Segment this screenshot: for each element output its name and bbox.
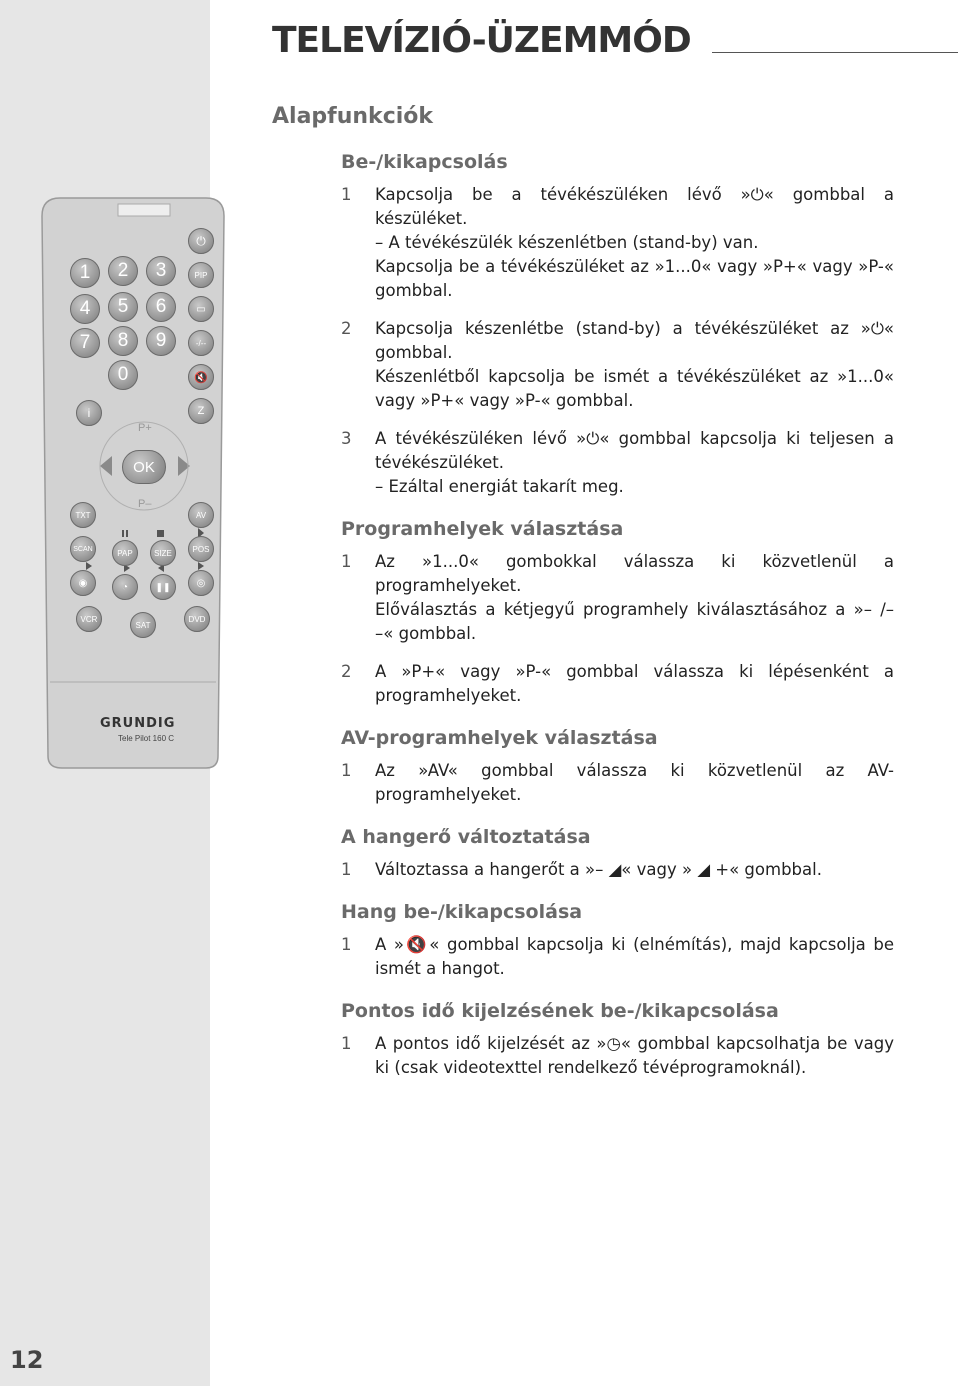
p-plus-label: P+: [138, 422, 152, 434]
item-number: 1: [341, 552, 352, 571]
model-name: Tele Pilot 160 C: [118, 734, 175, 743]
list-item: [341, 660, 894, 708]
item-text: Kapcsolja be a tévékészüléken lévő »⏻« gombbal a készüléket.: [375, 185, 894, 228]
timer-icon[interactable]: ◔: [112, 574, 138, 600]
vcr-button[interactable]: VCR: [76, 606, 102, 632]
item-text: Előválasztás a kétjegyű programhely kiválasztásához a »– /– –« gombbal.: [375, 600, 894, 643]
section-title: Alapfunkciók: [272, 104, 434, 129]
pos-button[interactable]: POS: [188, 536, 214, 562]
item-text: A tévékészüléken lévő »⏻« gombbal kapcsolja ki teljesen a tévékészüléket.: [375, 429, 894, 472]
record-icon[interactable]: ◎: [188, 570, 214, 596]
item-text: Változtassa a hangerőt a »– ◢« vagy » ◢ +« gombbal.: [375, 860, 822, 879]
item-number: 1: [341, 860, 352, 879]
list-item: [341, 550, 894, 646]
item-number: 1: [341, 935, 352, 954]
ok-button[interactable]: OK: [122, 450, 166, 484]
digit-4-button[interactable]: 4: [70, 294, 100, 324]
pap-button[interactable]: PAP: [112, 540, 138, 566]
scan-button[interactable]: SCAN: [70, 536, 96, 562]
item-number: 1: [341, 1034, 352, 1053]
sat-button[interactable]: SAT: [130, 612, 156, 638]
item-text: – A tévékészülék készenlétben (stand-by) van.: [375, 233, 759, 252]
digit-9-button[interactable]: 9: [146, 326, 176, 356]
digit-6-button[interactable]: 6: [146, 292, 176, 322]
main-content: [341, 150, 894, 1094]
item-number: 3: [341, 429, 352, 448]
item-text: Az »AV« gombbal válassza ki közvetlenül az AV-programhelyeket.: [375, 761, 894, 804]
item-text: Kapcsolja be a tévékészüléket az »1...0« vagy »P+« vagy »P-« gombbal.: [375, 257, 894, 300]
heading-program-selection: Programhelyek választása: [341, 518, 624, 540]
remote-control-illustration: [40, 196, 226, 770]
txt-button[interactable]: TXT: [70, 502, 96, 528]
list-item: [341, 427, 894, 499]
heading-power: Be-/kikapcsolás: [341, 151, 508, 173]
heading-volume: A hangerő változtatása: [341, 826, 591, 848]
item-text: – Ezáltal energiát takarít meg.: [375, 477, 624, 496]
eye-icon[interactable]: ◉: [70, 570, 96, 596]
digit-7-button[interactable]: 7: [70, 328, 100, 358]
heading-clock: Pontos idő kijelzésének be-/kikapcsolása: [341, 1000, 779, 1022]
list-item: [341, 1032, 894, 1080]
digit-5-button[interactable]: 5: [108, 292, 138, 322]
digit-8-button[interactable]: 8: [108, 326, 138, 356]
format-icon[interactable]: ▭: [188, 296, 214, 322]
item-text: Készenlétből kapcsolja be ismét a tévékészüléket az »1...0« vagy »P+« vagy »P-« gombbal.: [375, 367, 894, 410]
power-icon[interactable]: ⏻: [188, 228, 214, 254]
digit-2-button[interactable]: 2: [108, 256, 138, 286]
pause-icon[interactable]: ❚❚: [150, 574, 176, 600]
item-number: 1: [341, 761, 352, 780]
p-minus-label: P–: [138, 498, 152, 510]
item-text: Az »1...0« gombokkal válassza ki közvetlenül a programhelyeket.: [375, 552, 894, 595]
heading-av-selection: AV-programhelyek választása: [341, 727, 658, 749]
z-button[interactable]: Z: [188, 398, 214, 424]
item-text: A »🔇« gombbal kapcsolja ki (elnémítás), majd kapcsolja be ismét a hangot.: [375, 935, 894, 978]
size-button[interactable]: SIZE: [150, 540, 176, 566]
left-margin-column: [0, 0, 210, 1386]
list-item: [341, 858, 894, 882]
list-item: [341, 183, 894, 303]
item-text: A pontos idő kijelzését az »◷« gombbal kapcsolhatja be vagy ki (csak videotexttel rendelkező tévéprogramoknál).: [375, 1034, 894, 1077]
page-title: TELEVÍZIÓ-ÜZEMMÓD: [272, 20, 691, 61]
digit-toggle-button[interactable]: -/--: [188, 330, 214, 356]
page-number: 12: [10, 1346, 44, 1374]
item-number: 2: [341, 319, 352, 338]
mute-icon[interactable]: 🔇: [188, 364, 214, 390]
list-item: [341, 933, 894, 981]
av-button[interactable]: AV: [188, 502, 214, 528]
digit-3-button[interactable]: 3: [146, 256, 176, 286]
digit-1-button[interactable]: 1: [70, 258, 100, 288]
dvd-button[interactable]: DVD: [184, 606, 210, 632]
heading-mute: Hang be-/kikapcsolása: [341, 901, 583, 923]
list-item: [341, 317, 894, 413]
brand-logo: GRUNDIG: [100, 716, 176, 731]
item-number: 1: [341, 185, 352, 204]
item-text: Kapcsolja készenlétbe (stand-by) a tévékészüléket az »⏻« gombbal.: [375, 319, 894, 362]
digit-0-button[interactable]: 0: [108, 360, 138, 390]
title-rule: [712, 52, 958, 53]
item-number: 2: [341, 662, 352, 681]
pip-button[interactable]: PIP: [188, 262, 214, 288]
info-button[interactable]: i: [76, 400, 102, 426]
item-text: A »P+« vagy »P-« gombbal válassza ki lépésenként a programhelyeket.: [375, 662, 894, 705]
list-item: [341, 759, 894, 807]
